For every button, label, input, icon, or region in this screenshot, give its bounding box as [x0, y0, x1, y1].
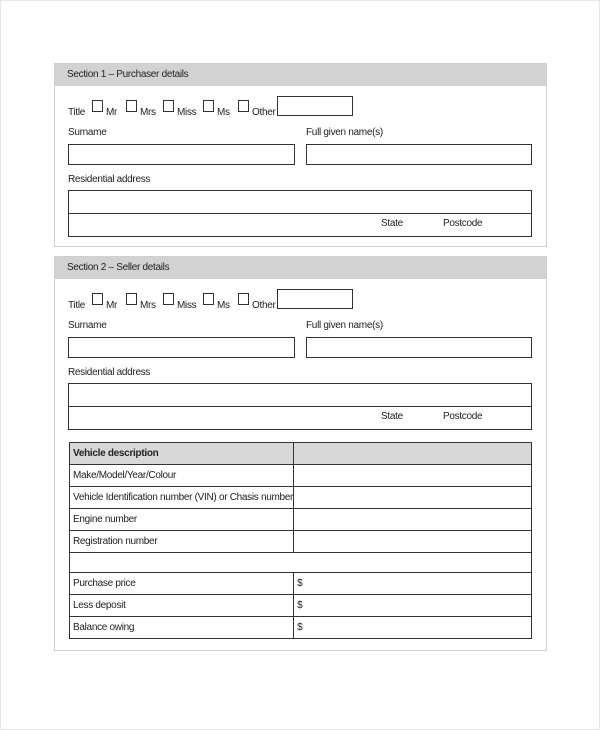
spacer-cell [70, 553, 532, 573]
row-label: Purchase price [70, 573, 294, 595]
row-label: Registration number [70, 531, 294, 553]
option-ms-label: Ms [217, 107, 230, 118]
option-miss-label: Miss [177, 300, 197, 311]
option-mr-label: Mr [106, 107, 118, 118]
option-other-label: Other [252, 107, 276, 118]
address-label: Residential address [68, 367, 151, 378]
title-label: Title [68, 107, 86, 118]
vin-field[interactable] [294, 487, 532, 509]
row-label: Vehicle Identification number (VIN) or Chasis number [70, 487, 294, 509]
vehicle-description-header: Vehicle description [70, 443, 294, 465]
state-label: State [381, 218, 403, 229]
checkbox-other[interactable] [238, 100, 249, 112]
table-header-row [70, 443, 532, 465]
table-row [70, 573, 532, 595]
checkbox-mrs[interactable] [126, 293, 137, 305]
checkbox-other[interactable] [238, 293, 249, 305]
checkbox-mrs[interactable] [126, 100, 137, 112]
option-other-label: Other [252, 300, 276, 311]
checkbox-ms[interactable] [203, 293, 214, 305]
other-title-field[interactable] [277, 96, 353, 116]
given-names-field[interactable] [306, 144, 532, 165]
option-ms-label: Ms [217, 300, 230, 311]
row-label: Engine number [70, 509, 294, 531]
option-mrs-label: Mrs [140, 107, 156, 118]
table-row [70, 487, 532, 509]
postcode-label: Postcode [443, 218, 483, 229]
surname-field[interactable] [68, 337, 295, 358]
other-title-field[interactable] [277, 289, 353, 309]
given-names-field[interactable] [306, 337, 532, 358]
table-row [70, 595, 532, 617]
address-divider [69, 406, 531, 407]
engine-number-field[interactable] [294, 509, 532, 531]
option-mr-label: Mr [106, 300, 118, 311]
surname-label: Surname [68, 127, 107, 138]
checkbox-miss[interactable] [163, 293, 174, 305]
table-row [70, 465, 532, 487]
row-label: Balance owing [70, 617, 294, 639]
balance-owing-field[interactable]: $ [294, 617, 532, 639]
make-model-field[interactable] [294, 465, 532, 487]
surname-label: Surname [68, 320, 107, 331]
seller-section [54, 256, 547, 651]
table-row [70, 531, 532, 553]
checkbox-miss[interactable] [163, 100, 174, 112]
given-names-label: Full given name(s) [306, 127, 383, 138]
checkbox-mr[interactable] [92, 293, 103, 305]
postcode-label: Postcode [443, 411, 483, 422]
address-field[interactable] [68, 383, 532, 430]
address-divider [69, 213, 531, 214]
purchaser-section [54, 63, 547, 247]
less-deposit-field[interactable]: $ [294, 595, 532, 617]
purchase-price-field[interactable]: $ [294, 573, 532, 595]
vehicle-table [69, 442, 532, 639]
header-value-cell [294, 443, 532, 465]
registration-number-field[interactable] [294, 531, 532, 553]
title-label: Title [68, 300, 86, 311]
section-header: Section 2 – Seller details [55, 257, 546, 279]
section-header: Section 1 – Purchaser details [55, 64, 546, 86]
table-row [70, 509, 532, 531]
address-field[interactable] [68, 190, 532, 237]
checkbox-mr[interactable] [92, 100, 103, 112]
given-names-label: Full given name(s) [306, 320, 383, 331]
option-mrs-label: Mrs [140, 300, 156, 311]
table-row [70, 617, 532, 639]
checkbox-ms[interactable] [203, 100, 214, 112]
row-label: Make/Model/Year/Colour [70, 465, 294, 487]
state-label: State [381, 411, 403, 422]
option-miss-label: Miss [177, 107, 197, 118]
surname-field[interactable] [68, 144, 295, 165]
spacer-row [70, 553, 532, 573]
row-label: Less deposit [70, 595, 294, 617]
address-label: Residential address [68, 174, 151, 185]
